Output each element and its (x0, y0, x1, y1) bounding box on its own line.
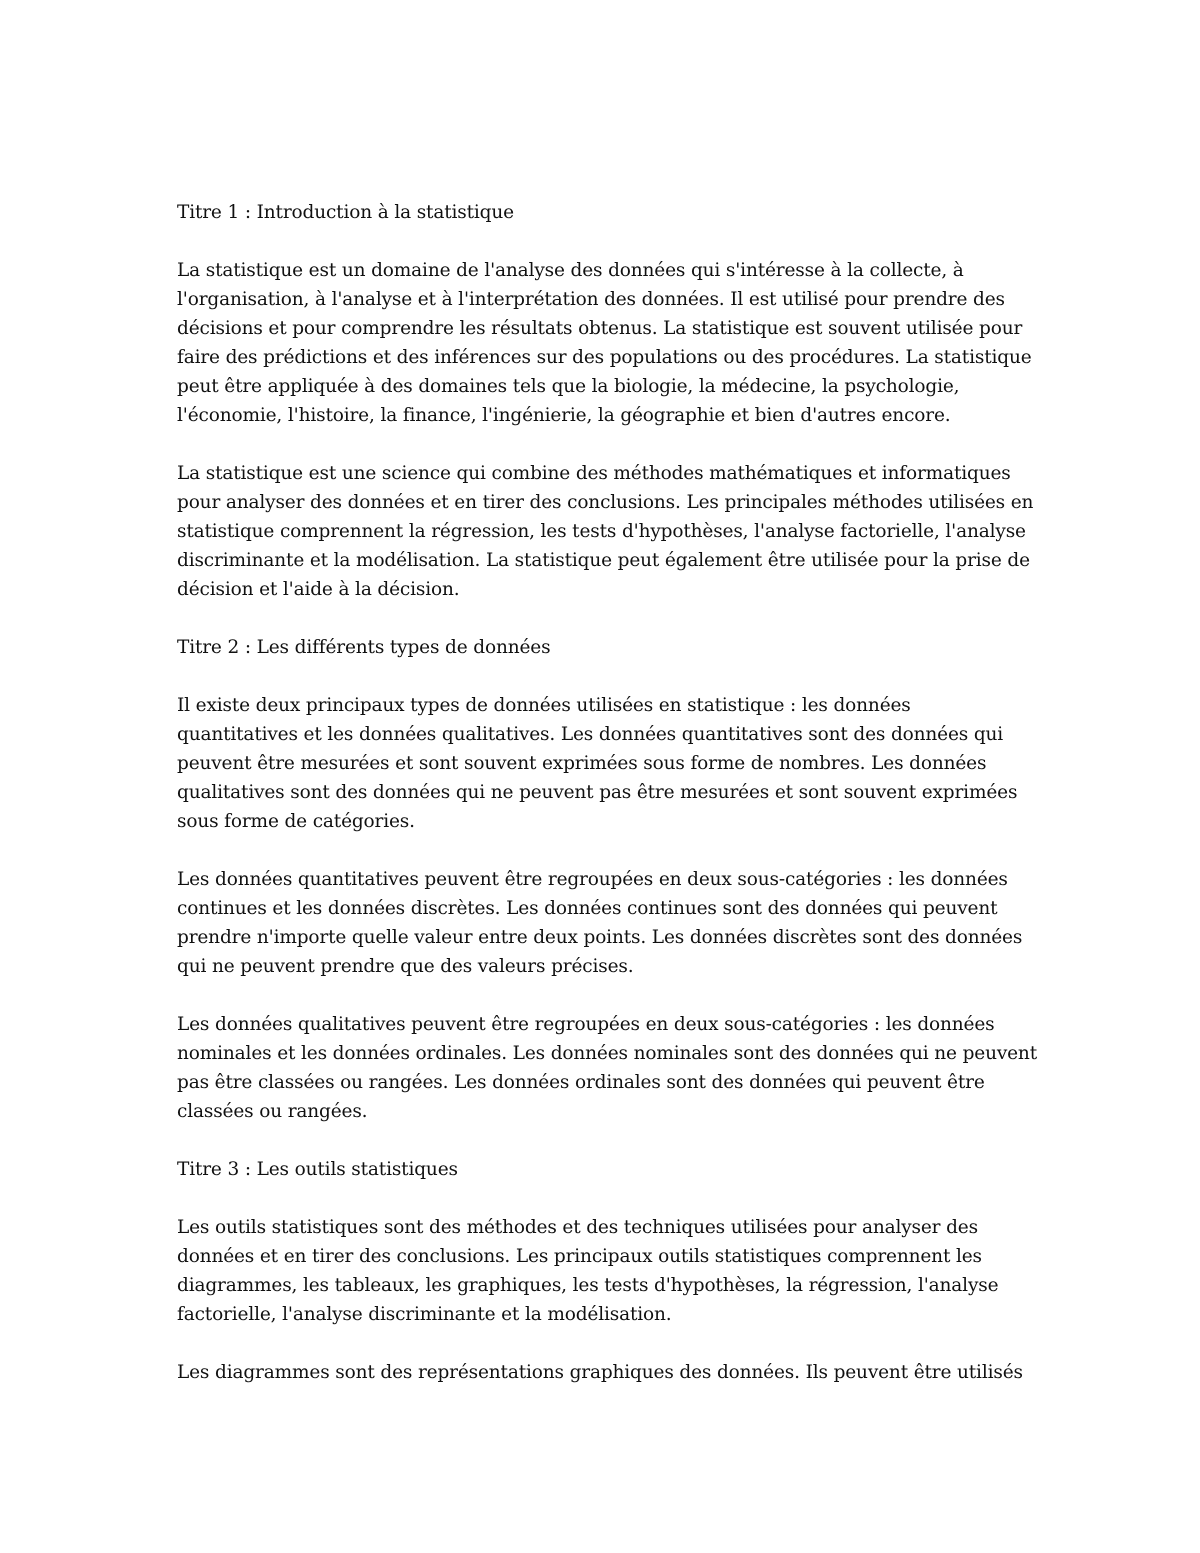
section-heading-2: Titre 2 : Les différents types de données (177, 637, 551, 658)
section-heading-1: Titre 1 : Introduction à la statistique (177, 202, 514, 223)
paragraph-tools-1: Les outils statistiques sont des méthodes et des techniques utilisées pour analyser des données et en tirer des conclusions. Les principaux outils statistiques comprennent les diagrammes, les tableaux, les graphiques, les tests d'hypothèses, la régression, l'analyse factorielle, l'analyse discriminante et la modélisation. (177, 1217, 999, 1325)
paragraph-types-2: Les données quantitatives peuvent être regroupées en deux sous-catégories : les données continues et les données discrètes. Les données continues sont des données qui peuvent prendre n'importe quelle valeur entre deux points. Les données discrètes sont des données qui ne peuvent prendre que des valeurs précises. (177, 869, 1023, 977)
paragraph-intro-2: La statistique est une science qui combine des méthodes mathématiques et informatiques pour analyser des données et en tirer des conclusions. Les principales méthodes utilisées en statistique comprennent la régression, les tests d'hypothèses, l'analyse factorielle, l'analyse discriminante et la modélisation. La statistique peut également être utilisée pour la prise de décision et l'aide à la décision. (177, 463, 1034, 600)
paragraph-intro-1: La statistique est un domaine de l'analyse des données qui s'intéresse à la collecte, à l'organisation, à l'analyse et à l'interprétation des données. Il est utilisé pour prendre des décisions et pour comprendre les résultats obtenus. La statistique est souvent utilisée pour faire des prédictions et des inférences sur des populations ou des procédures. La statistique peut être appliquée à des domaines tels que la biologie, la médecine, la psychologie, l'économie, l'histoire, la finance, l'ingénierie, la géographie et bien d'autres encore. (177, 260, 1032, 426)
section-heading-3: Titre 3 : Les outils statistiques (177, 1159, 458, 1180)
document-body (177, 198, 1037, 1416)
paragraph-types-1: Il existe deux principaux types de données utilisées en statistique : les données quantitatives et les données qualitatives. Les données quantitatives sont des données qui peuvent être mesurées et sont souvent exprimées sous forme de nombres. Les données qualitatives sont des données qui ne peuvent pas être mesurées et sont souvent exprimées sous forme de catégories. (177, 695, 1018, 832)
paragraph-tools-2: Les diagrammes sont des représentations graphiques des données. Ils peuvent être utilisés (177, 1362, 1023, 1383)
paragraph-types-3: Les données qualitatives peuvent être regroupées en deux sous-catégories : les données nominales et les données ordinales. Les données nominales sont des données qui ne peuvent pas être classées ou rangées. Les données ordinales sont des données qui peuvent être classées ou rangées. (177, 1014, 1037, 1122)
